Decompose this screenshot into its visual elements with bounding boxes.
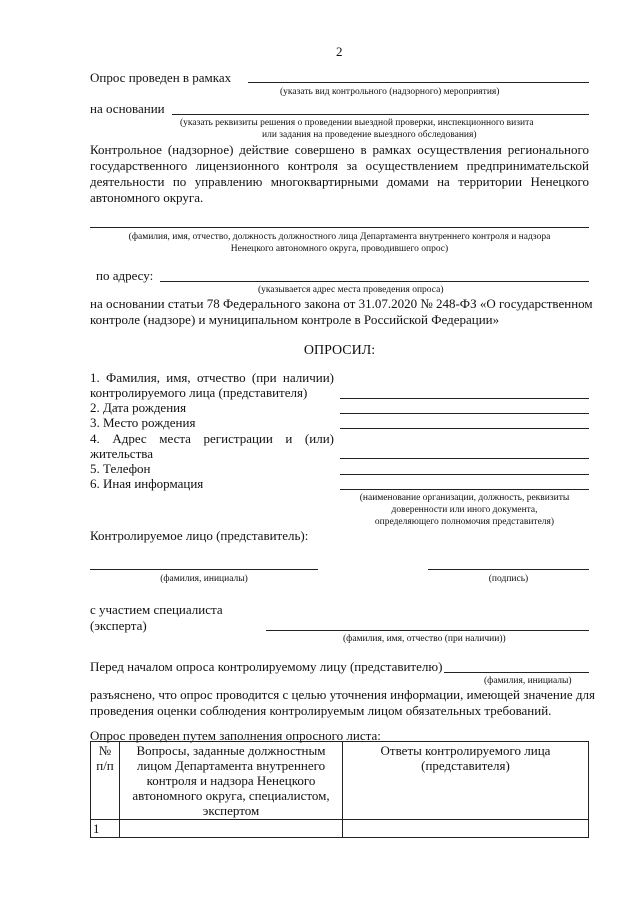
explanation-para-1: разъяснено, что опрос проводится с целью уточнения информации, имеющей значение для bbox=[90, 687, 595, 702]
field-4-label-line-2: жительства bbox=[90, 446, 153, 461]
specialist-hint: (фамилия, имя, отчество (при наличии)) bbox=[343, 634, 506, 644]
control-paragraph-line-3: деятельности по управлению многоквартирными домами на территории Ненецкого bbox=[90, 174, 589, 189]
explanation-line-1: Перед началом опроса контролируемому лицу (представителю) bbox=[90, 659, 443, 674]
control-paragraph-line-1: Контрольное (надзорное) действие совершено в рамках осуществления регионального bbox=[90, 142, 589, 157]
official-hint-2: Ненецкого автономного округа, проводившего опрос) bbox=[230, 244, 449, 254]
questioned-heading: ОПРОСИЛ: bbox=[303, 343, 376, 358]
explanation-para-2: проведения оценки соблюдения контролируемым лицом обязательных требований. bbox=[90, 703, 552, 718]
controlled-person-name-field[interactable] bbox=[90, 569, 318, 570]
on-basis-label: на основании bbox=[90, 101, 165, 116]
field-1-label-line-2: контролируемого лица (представителя) bbox=[90, 385, 308, 400]
row-1-number: 1 bbox=[91, 820, 120, 838]
control-paragraph-line-2: государственного лицензионного контроля за осуществлением предпринимательской bbox=[90, 158, 589, 173]
survey-framework-label: Опрос проведен в рамках bbox=[90, 70, 232, 85]
field-2-label: 2. Дата рождения bbox=[90, 400, 187, 415]
field-4-input[interactable] bbox=[340, 458, 589, 459]
col-questions-line-2: лицом Департамента внутреннего bbox=[136, 758, 326, 773]
specialist-label-2: (эксперта) bbox=[90, 618, 147, 633]
col-number-header bbox=[91, 742, 120, 820]
address-field[interactable] bbox=[160, 281, 589, 282]
col-questions-line-5: экспертом bbox=[202, 803, 260, 818]
org-hint-2: доверенности или иного документа, bbox=[391, 505, 538, 515]
questionnaire-header-row bbox=[91, 742, 589, 820]
page-number: 2 bbox=[336, 44, 343, 59]
col-answers-line-1: Ответы контролируемого лица bbox=[380, 743, 551, 758]
field-3-input[interactable] bbox=[340, 428, 589, 429]
specialist-label-1: с участием специалиста bbox=[90, 602, 223, 617]
explanation-hint: (фамилия, инициалы) bbox=[484, 676, 572, 686]
field-6-input[interactable] bbox=[340, 489, 589, 490]
col-answers-header bbox=[343, 742, 589, 820]
col-questions-line-4: автономного округа, специалистом, bbox=[132, 788, 330, 803]
explanation-name-field[interactable] bbox=[444, 672, 589, 673]
field-5-input[interactable] bbox=[340, 474, 589, 475]
col-number-line-2: п/п bbox=[96, 758, 114, 773]
on-basis-hint-2: или задания на проведение выездного обследования) bbox=[262, 130, 477, 140]
on-basis-hint-1: (указать реквизиты решения о проведении выездной проверки, инспекционного визита bbox=[180, 118, 534, 128]
questionnaire-intro: Опрос проведен путем заполнения опросного листа: bbox=[90, 728, 381, 743]
controlled-person-name-hint: (фамилия, инициалы) bbox=[160, 574, 248, 584]
official-hint-1: (фамилия, имя, отчество, должность должностного лица Департамента внутреннего контроля и надзора bbox=[128, 232, 551, 242]
field-1-label-line-1: 1. Фамилия, имя, отчество (при наличии) bbox=[90, 370, 334, 385]
row-1-answer-cell[interactable] bbox=[343, 820, 589, 838]
field-6-label: 6. Иная информация bbox=[90, 476, 204, 491]
field-3-label: 3. Место рождения bbox=[90, 415, 196, 430]
field-2-input[interactable] bbox=[340, 413, 589, 414]
questionnaire-table bbox=[90, 741, 589, 838]
col-number-line-1: № bbox=[98, 743, 112, 758]
row-1-question-cell[interactable] bbox=[120, 820, 343, 838]
field-1-input[interactable] bbox=[340, 398, 589, 399]
specialist-name-field[interactable] bbox=[266, 630, 589, 631]
address-hint: (указывается адрес места проведения опроса) bbox=[258, 285, 444, 295]
address-label: по адресу: bbox=[96, 268, 154, 283]
org-hint-3: определяющего полномочия представителя) bbox=[374, 517, 555, 527]
law-paragraph-line-1: на основании статьи 78 Федерального закона от 31.07.2020 № 248-ФЗ «О государственном bbox=[90, 296, 593, 311]
col-answers-line-2: (представителя) bbox=[421, 758, 510, 773]
field-5-label: 5. Телефон bbox=[90, 461, 151, 476]
law-paragraph-line-2: контроле (надзоре) и муниципальном контроле в Российской Федерации» bbox=[90, 312, 500, 327]
control-paragraph-line-4: автономного округа. bbox=[90, 190, 204, 205]
survey-framework-field[interactable] bbox=[248, 82, 589, 83]
col-questions-line-1: Вопросы, заданные должностным bbox=[136, 743, 326, 758]
field-4-label-line-1: 4. Адрес места регистрации и (или) bbox=[90, 431, 334, 446]
controlled-person-label: Контролируемое лицо (представитель): bbox=[90, 528, 309, 543]
survey-framework-hint: (указать вид контрольного (надзорного) мероприятия) bbox=[280, 87, 500, 97]
col-questions-header bbox=[120, 742, 343, 820]
org-hint-1: (наименование организации, должность, реквизиты bbox=[359, 493, 570, 503]
official-name-field[interactable] bbox=[90, 227, 589, 228]
table-row bbox=[91, 820, 589, 838]
col-questions-line-3: контроля и надзора Ненецкого bbox=[146, 773, 316, 788]
controlled-person-signature-hint: (подпись) bbox=[488, 574, 529, 584]
on-basis-field[interactable] bbox=[172, 114, 589, 115]
controlled-person-signature-field[interactable] bbox=[428, 569, 589, 570]
